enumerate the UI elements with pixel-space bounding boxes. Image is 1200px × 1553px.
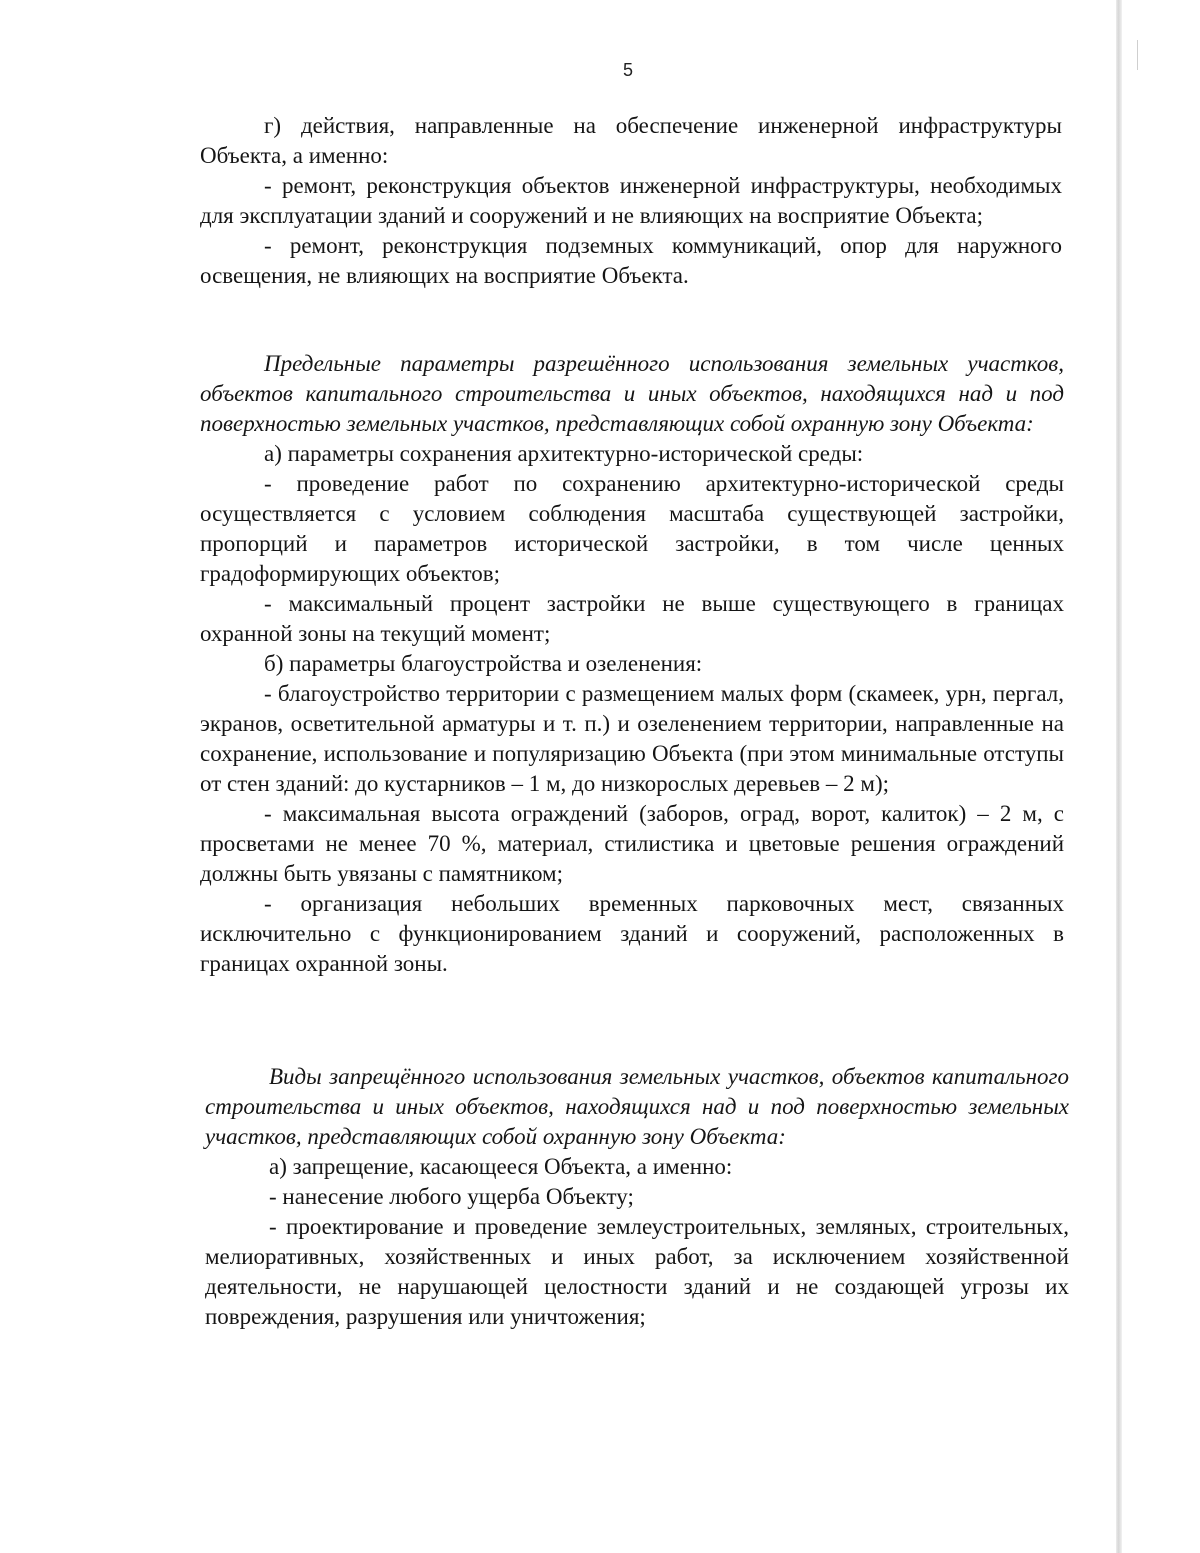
scan-edge-shadow [1116, 0, 1122, 1553]
prohibited-a-item-1: - нанесение любого ущерба Объекту; [269, 1184, 634, 1209]
prohibited-a-title: а) запрещение, касающееся Объекта, а именно: [269, 1154, 733, 1179]
limits-heading: Предельные параметры разрешённого использования земельных участков, объектов капитального строительства и иных объектов, находящихся над и под поверхностью земельных участков, представляющих собой охранную зону Объекта: [200, 351, 1064, 436]
limits-a-item-1: - проведение работ по сохранению архитектурно-исторической среды осуществляется с условием соблюдения масштаба существующей застройки, пропорций и параметров исторической застройки, в том числе ценных градоформирующих объектов; [200, 471, 1064, 586]
page-number: 5 [622, 60, 633, 80]
limits-a-title: а) параметры сохранения архитектурно-исторической среды: [264, 441, 864, 466]
section-g-intro: г) действия, направленные на обеспечение инженерной инфраструктуры Объекта, а именно: [200, 113, 1062, 168]
limits-b-item-3: - организация небольших временных парковочных мест, связанных исключительно с функционированием зданий и сооружений, расположенных в границах охранной зоны. [200, 891, 1064, 976]
section-g-item-1: - ремонт, реконструкция объектов инженерной инфраструктуры, необходимых для эксплуатации зданий и сооружений и не влияющих на восприятие Объекта; [200, 173, 1062, 228]
prohibited-a-item-2: - проектирование и проведение землеустроительных, земляных, строительных, мелиоративных, хозяйственных и иных работ, за исключением хозяйственной деятельности, не нарушающей целостности зданий и не создающей угрозы их повреждения, разрушения или уничтожения; [205, 1214, 1069, 1329]
section-prohibited-use [205, 1062, 1069, 1332]
limits-a-item-2: - максимальный процент застройки не выше существующего в границах охранной зоны на текущий момент; [200, 591, 1064, 646]
limits-b-item-2: - максимальная высота ограждений (заборов, оград, ворот, калиток) – 2 м, с просветами не менее 70 %, материал, стилистика и цветовые решения ограждений должны быть увязаны с памятником; [200, 801, 1064, 886]
limits-b-title: б) параметры благоустройства и озеленения: [264, 651, 703, 676]
section-g-item-2: - ремонт, реконструкция подземных коммуникаций, опор для наружного освещения, не влияющих на восприятие Объекта. [200, 233, 1062, 288]
section-engineering-infrastructure [200, 111, 1062, 291]
prohibited-heading: Виды запрещённого использования земельных участков, объектов капитального строительства и иных объектов, находящихся над и под поверхностью земельных участков, представляющих собой охранную зону Объекта: [205, 1064, 1069, 1149]
limits-b-item-1: - благоустройство территории с размещением малых форм (скамеек, урн, пергал, экранов, осветительной арматуры и т. п.) и озеленением территории, направленные на сохранение, использование и популяризацию Объекта (при этом минимальные отступы от стен зданий: до кустарников – 1 м, до низкорослых деревьев – 2 м); [200, 681, 1064, 796]
section-limit-parameters [200, 349, 1064, 979]
